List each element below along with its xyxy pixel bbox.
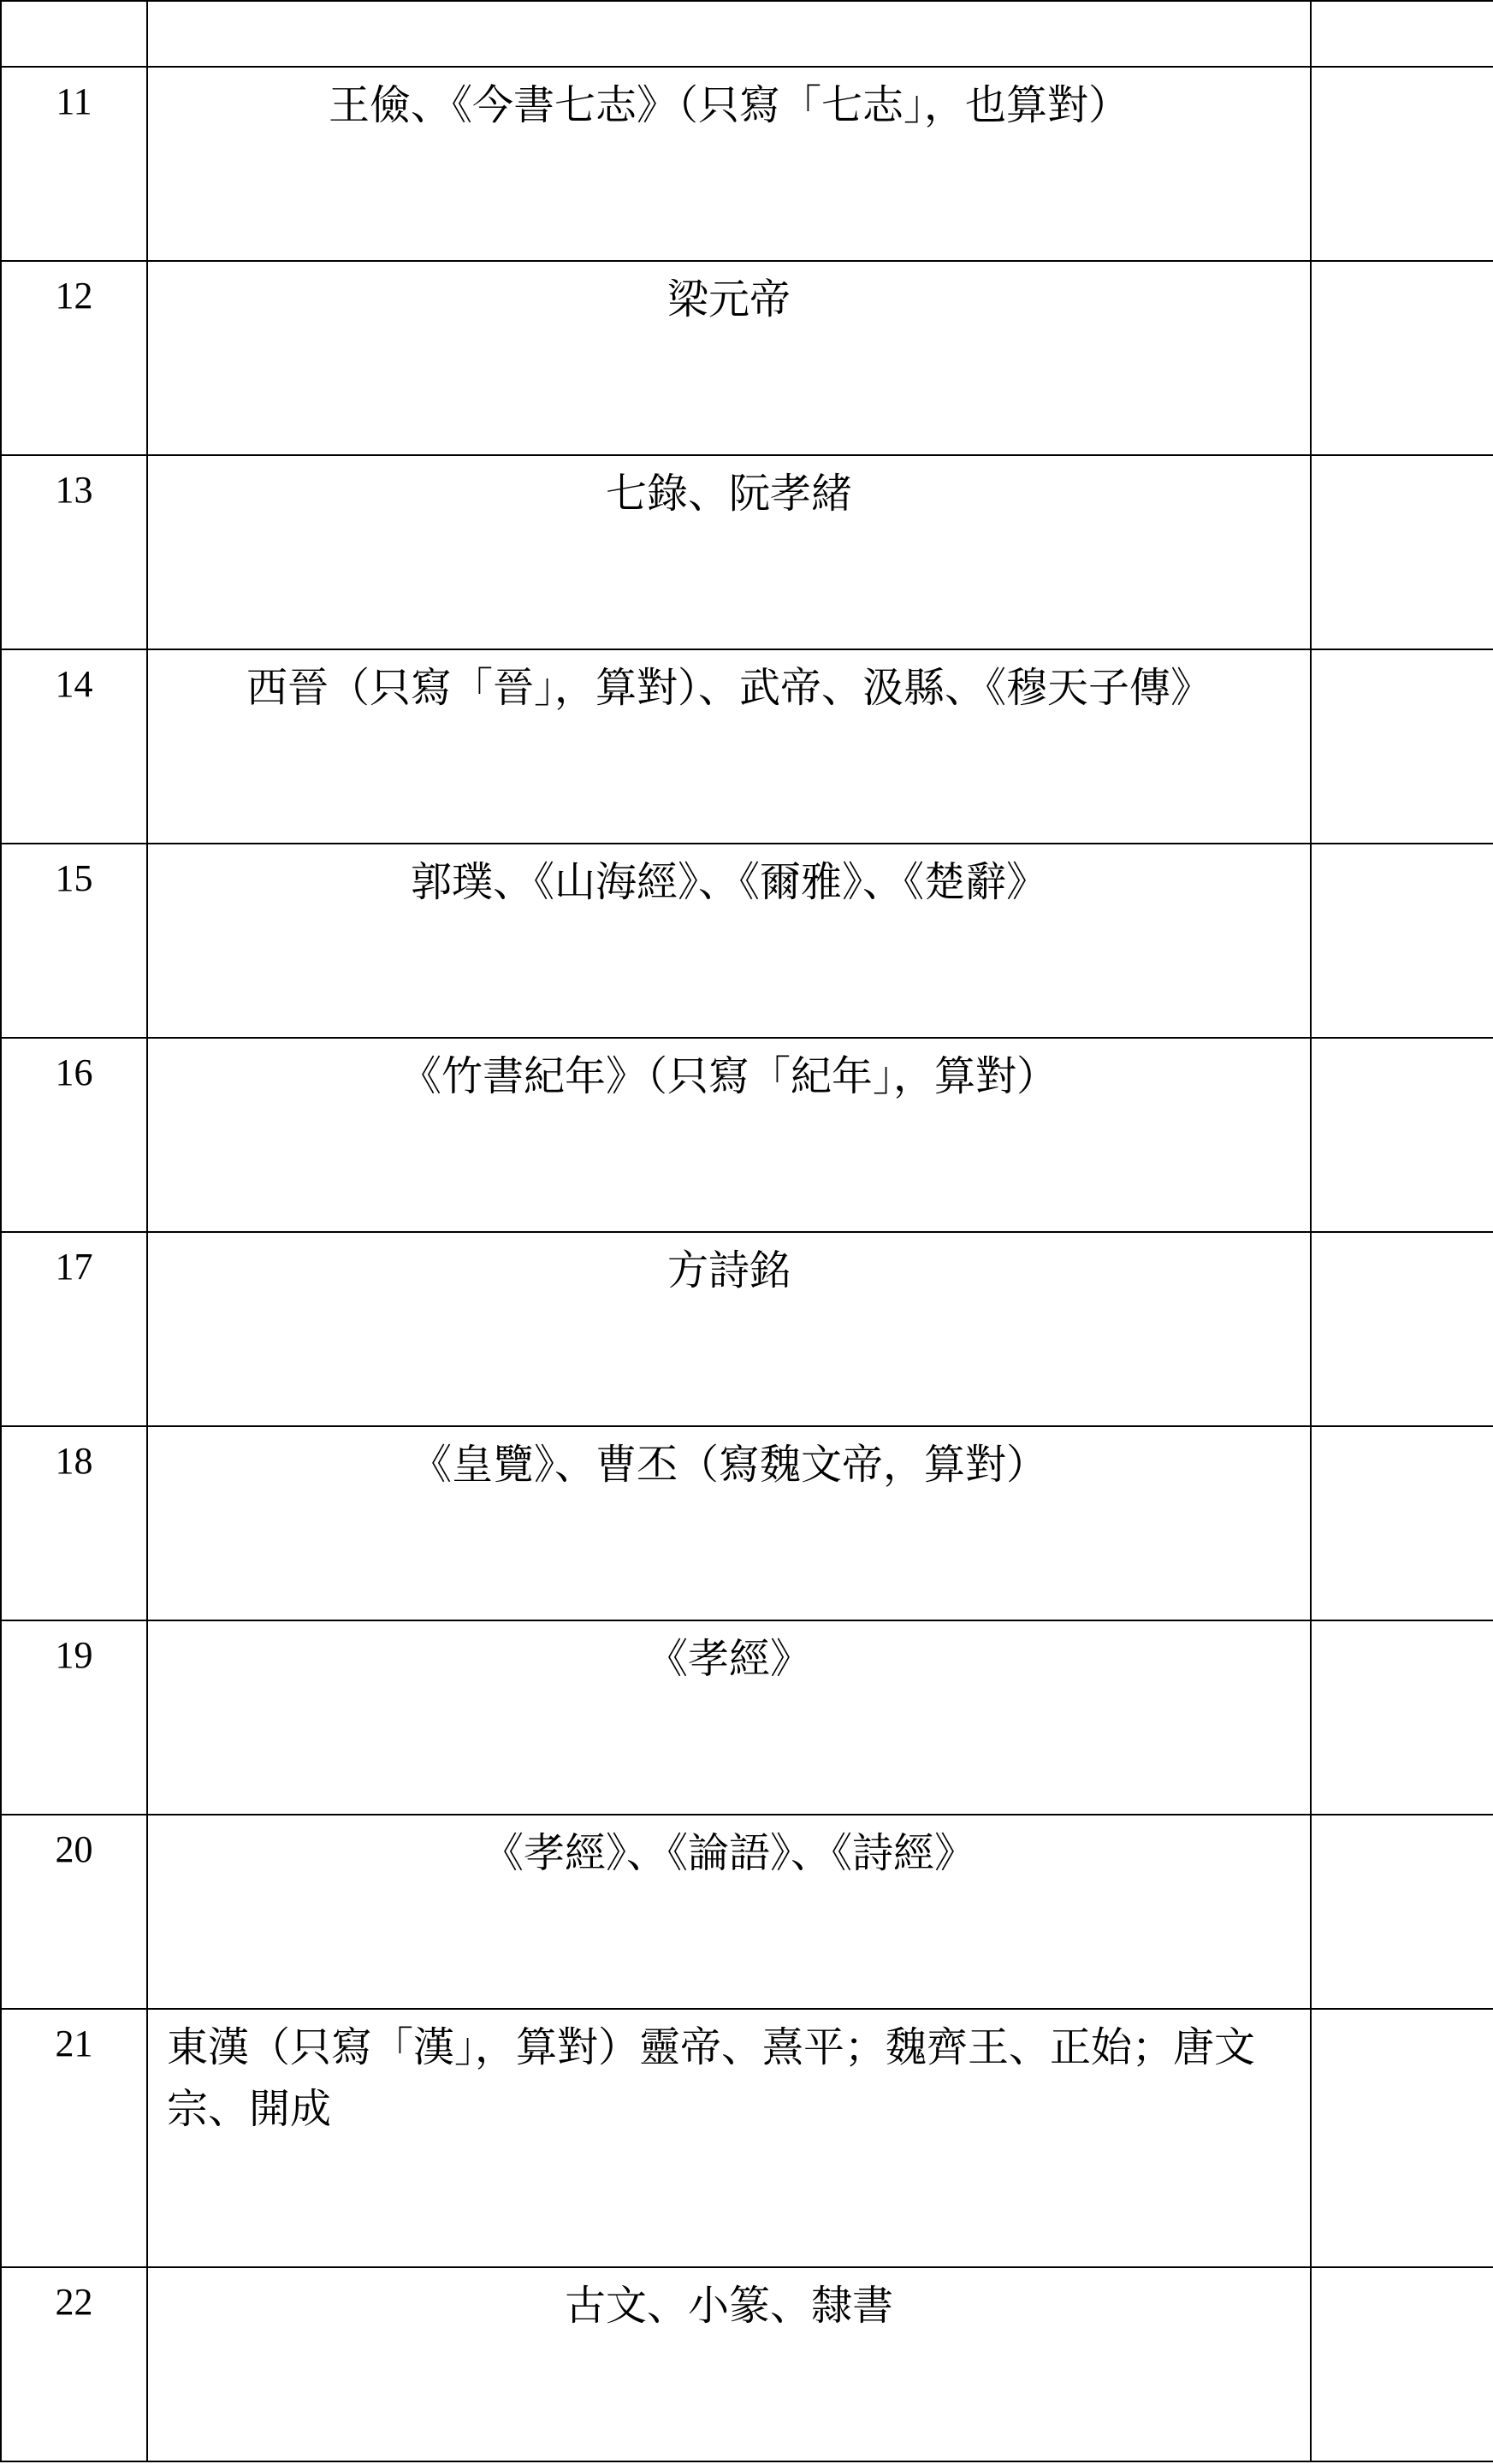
table-row [1,2009,1493,2267]
question-number: 17 [1,1232,147,1426]
score-cell [1311,844,1493,1038]
answer-text: 《孝經》 [147,1620,1311,1815]
score-cell [1311,1038,1493,1232]
answer-text: 東漢（只寫「漢」，算對）靈帝、熹平；魏齊王、正始；唐文宗、開成 [147,2009,1311,2267]
answer-text: 郭璞、《山海經》、《爾雅》、《楚辭》 [147,844,1311,1038]
answer-text: 七錄、阮孝緒 [147,455,1311,649]
score-cell [1311,455,1493,649]
question-number: 22 [1,2267,147,2461]
table-row [1,649,1493,844]
score-cell [1311,649,1493,844]
question-number: 20 [1,1815,147,2009]
table-row [1,1426,1493,1620]
table-row [1,1620,1493,1815]
header-cell-score [1311,1,1493,67]
question-number: 13 [1,455,147,649]
table-row [1,455,1493,649]
question-number: 15 [1,844,147,1038]
score-cell [1311,67,1493,261]
answer-text: 王儉、《今書七志》（只寫「七志」，也算對） [147,67,1311,261]
score-cell [1311,1426,1493,1620]
answer-text: 西晉（只寫「晉」，算對）、武帝、汲縣、《穆天子傳》 [147,649,1311,844]
table-row [1,1232,1493,1426]
table-row [1,2267,1493,2461]
answer-text: 《孝經》、《論語》、《詩經》 [147,1815,1311,2009]
question-number: 16 [1,1038,147,1232]
score-cell [1311,2267,1493,2461]
table-row [1,1038,1493,1232]
answer-text: 梁元帝 [147,261,1311,455]
score-cell [1311,261,1493,455]
question-number: 21 [1,2009,147,2267]
question-number: 11 [1,67,147,261]
score-cell [1311,1815,1493,2009]
table-row [1,844,1493,1038]
question-number: 18 [1,1426,147,1620]
table-row [1,261,1493,455]
table-header-row [1,1,1493,67]
question-number: 12 [1,261,147,455]
header-cell-number [1,1,147,67]
answer-text: 方詩銘 [147,1232,1311,1426]
question-number: 14 [1,649,147,844]
answer-text: 《皇覽》、曹丕（寫魏文帝，算對） [147,1426,1311,1620]
answer-text: 古文、小篆、隸書 [147,2267,1311,2461]
table-row [1,67,1493,261]
score-cell [1311,1620,1493,1815]
score-cell [1311,2009,1493,2267]
header-cell-answer [147,1,1311,67]
score-cell [1311,1232,1493,1426]
table-row [1,1815,1493,2009]
question-number: 19 [1,1620,147,1815]
answer-text: 《竹書紀年》（只寫「紀年」，算對） [147,1038,1311,1232]
